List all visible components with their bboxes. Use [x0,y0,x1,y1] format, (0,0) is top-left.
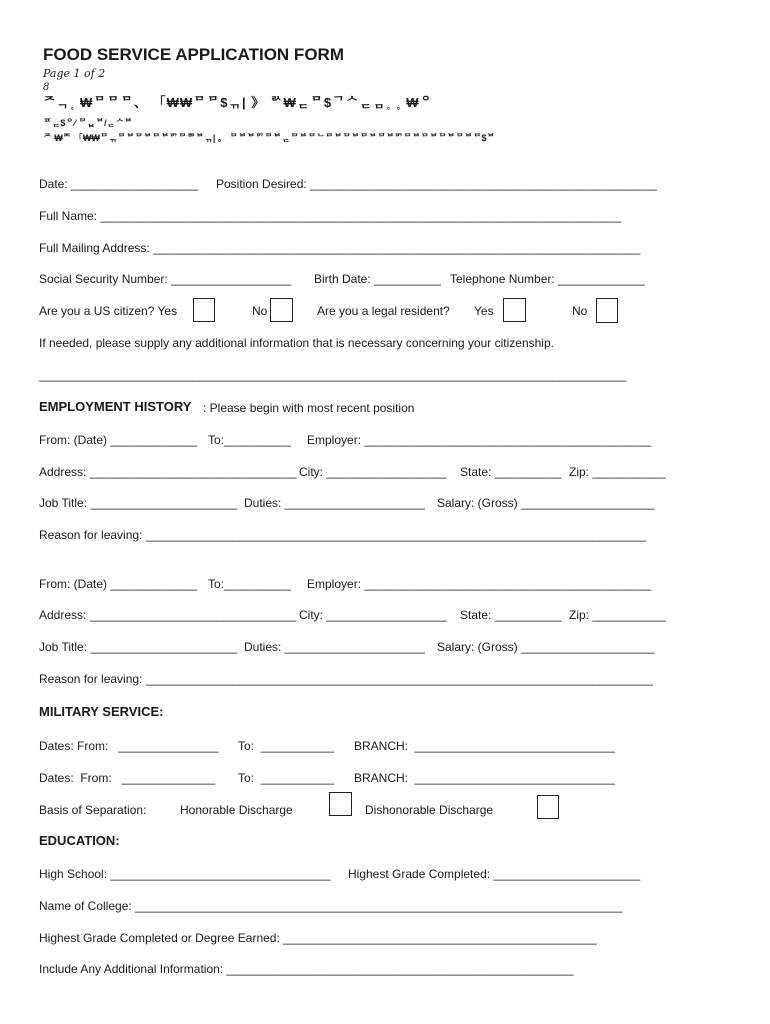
employment-1-duties-field[interactable]: Duties: _____________________ [244,496,425,510]
full-name-field[interactable]: Full Name: ______________________________________________________________________________ [39,209,621,223]
ssn-field[interactable]: Social Security Number: __________________ [39,272,292,286]
degree-field[interactable]: Highest Grade Completed or Degree Earned: _______________________________________________ [39,931,597,945]
position-desired-field[interactable]: Position Desired: ____________________________________________________ [216,177,658,191]
employment-2-reason-field[interactable]: Reason for leaving: ____________________________________________________________________________ [39,672,653,686]
military-2-from-field[interactable]: Dates: From: ______________ [39,771,216,785]
date-field[interactable]: Date: ___________________ [39,177,198,191]
honorable-label: Honorable Discharge [180,803,293,817]
employment-1-job-title-field[interactable]: Job Title: ______________________ [39,496,238,510]
employment-2-duties-field[interactable]: Duties: _____________________ [244,640,425,654]
military-heading: MILITARY SERVICE: [39,704,164,719]
header-mark: 8 [43,82,50,93]
military-1-to-field[interactable]: To: ___________ [238,739,335,753]
us-citizen-no-label: No [252,304,268,318]
employment-1-employer-field[interactable]: Employer: ___________________________________________ [307,433,652,447]
employment-2-to-field[interactable]: To:__________ [208,577,291,591]
legal-resident-no-label: No [572,304,588,318]
employment-1-to-field[interactable]: To:__________ [208,433,291,447]
legal-resident-yes-checkbox[interactable] [503,298,526,322]
employment-2-zip-field[interactable]: Zip: ___________ [569,608,666,622]
honorable-checkbox[interactable] [329,792,352,816]
college-field[interactable]: Name of College: _________________________________________________________________________ [39,899,623,913]
high-school-field[interactable]: High School: _________________________________ [39,867,331,881]
employment-2-state-field[interactable]: State: __________ [460,608,562,622]
citizenship-note: If needed, please supply any additional information that is necessary concerning your citizenship. [39,336,554,350]
employment-2-salary-field[interactable]: Salary: (Gross) ____________________ [437,640,655,654]
citizenship-info-line[interactable]: ________________________________________________________________________________________ [39,368,627,382]
us-citizen-yes-checkbox[interactable] [193,298,215,322]
birth-date-field[interactable]: Birth Date: __________ [314,272,441,286]
us-citizen-label: Are you a US citizen? Yes [39,304,178,318]
military-1-branch-field[interactable]: BRANCH: ______________________________ [354,739,615,753]
garbled-header-line-2: ᄑᆮ$ᄋ⁄ ᄆᆸᄇ/ᆮᄉᄇ [43,118,133,128]
employment-1-state-field[interactable]: State: __________ [460,465,562,479]
legal-resident-no-checkbox[interactable] [596,298,618,323]
garbled-header-line-3: ᄌ ₩ᄆᄃ 「₩₩ᄆᆩᄆᄇᄆᄇᄆᄇᄆᄀᄆᄅᄆᄇᆩ| 。 ᄆᄇᄇᄆᄀᄆᄇᆮᄆᄇᄆᄂᄆᄇᄆᄇᄆᄇᄆᄇᄆᄀᄆᄇᄆᄇᄆᄇᄆᄇᄆ$ᄇ [43,133,496,143]
employment-1-city-field[interactable]: City: __________________ [299,465,447,479]
military-2-to-field[interactable]: To: ___________ [238,771,335,785]
separation-label: Basis of Separation: [39,803,147,817]
employment-2-city-field[interactable]: City: __________________ [299,608,447,622]
education-heading: EDUCATION: [39,833,120,848]
employment-heading: EMPLOYMENT HISTORY [39,399,192,414]
employment-1-salary-field[interactable]: Salary: (Gross) ____________________ [437,496,655,510]
military-1-from-field[interactable]: Dates: From: _______________ [39,739,219,753]
garbled-header-line-1: ᄌᆨ˳ ₩ᄆᄆᄆ、 「₩₩ᄆᄆ$ᆩ| 》 ᄅᄉ₩ᆮᄆ$ᄀᄉᆮᆷ˳ ˳ ₩ᄋ [43,95,434,110]
employment-1-from-field[interactable]: From: (Date) _____________ [39,433,198,447]
legal-resident-yes-label: Yes [474,304,494,318]
employment-2-from-field[interactable]: From: (Date) _____________ [39,577,198,591]
military-2-branch-field[interactable]: BRANCH: ______________________________ [354,771,615,785]
us-citizen-no-checkbox[interactable] [270,298,293,322]
employment-1-zip-field[interactable]: Zip: ___________ [569,465,666,479]
mailing-address-field[interactable]: Full Mailing Address: _________________________________________________________________________ [39,241,641,255]
dishonorable-checkbox[interactable] [537,795,559,819]
page-number: Page 1 of 2 [43,67,106,80]
employment-1-address-field[interactable]: Address: _______________________________ [39,465,297,479]
employment-2-employer-field[interactable]: Employer: ___________________________________________ [307,577,652,591]
employment-subheading: : Please begin with most recent position [203,401,415,415]
employment-2-address-field[interactable]: Address: _______________________________ [39,608,297,622]
legal-resident-label: Are you a legal resident? [317,304,450,318]
employment-2-job-title-field[interactable]: Job Title: ______________________ [39,640,238,654]
dishonorable-label: Dishonorable Discharge [365,803,494,817]
form-title: FOOD SERVICE APPLICATION FORM [43,45,344,64]
telephone-field[interactable]: Telephone Number: _____________ [450,272,645,286]
additional-info-field[interactable]: Include Any Additional Information: ____________________________________________________ [39,962,574,976]
highest-grade-field[interactable]: Highest Grade Completed: ______________________ [348,867,641,881]
employment-1-reason-field[interactable]: Reason for leaving: ___________________________________________________________________________ [39,528,647,542]
